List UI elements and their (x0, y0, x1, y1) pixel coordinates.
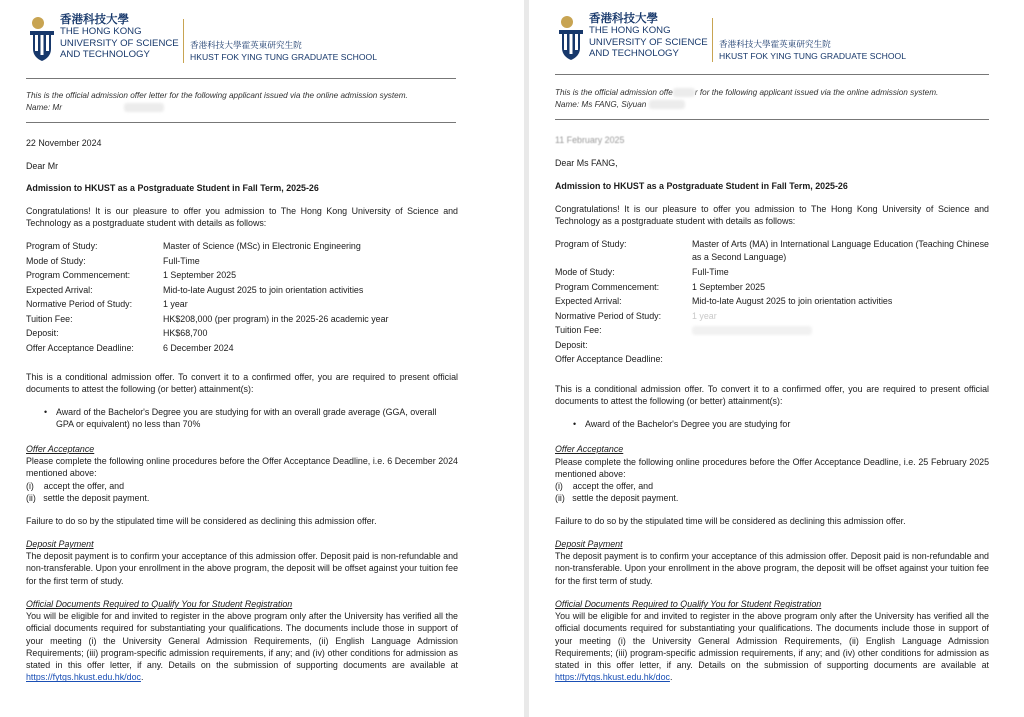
detail-row (26, 341, 458, 356)
detail-row (555, 280, 989, 295)
condition-text: Award of the Bachelor's Degree you are studying for with an overall grade average (GGA, overall GPA or equivalent) no less than 70% (56, 407, 437, 430)
detail-value: 1 September 2025 (692, 281, 766, 292)
redacted-name (124, 103, 164, 112)
university-name-line2: UNIVERSITY OF SCIENCE (60, 37, 179, 49)
note-rule (26, 122, 456, 123)
acceptance-text: Please complete the following online procedures before the Offer Acceptance Deadline, i.e. 25 February 2025 mentioned above: (555, 457, 989, 480)
university-name-line3: AND TECHNOLOGY (589, 48, 679, 60)
detail-label: Program Commencement: (26, 270, 131, 280)
graduate-school-en: HKUST FOK YING TUNG GRADUATE SCHOOL (719, 51, 907, 61)
deposit-text: The deposit payment is to confirm your acceptance of this admission offer. Deposit paid is non-refundable and non-transferable. Upon your enrollment in the above program, the deposit will be offset against your tuition fee for the first term of study. (26, 551, 459, 586)
university-name-zh: 香港科技大學 (589, 13, 658, 25)
header-rule (26, 78, 456, 79)
graduate-school-zh: 香港科技大學霍英東研究生院 (190, 40, 302, 50)
documents-link[interactable]: https://fytgs.hkust.edu.hk/doc (26, 672, 141, 683)
graduate-school-name (719, 38, 906, 62)
letter-date-text: 11 February 2025 (555, 135, 625, 145)
offer-letter-right (529, 0, 1024, 717)
detail-value: HK$208,000 (per program) in the 2025-26 academic year (163, 313, 389, 324)
university-name-line1: THE HONG KONG (589, 25, 671, 37)
detail-label: Expected Arrival: (26, 284, 93, 295)
documents-title: Official Documents Required to Qualify You for Student Registration (26, 599, 293, 609)
detail-value: Master of Arts (MA) in International Language Education (Teaching Chinese as a Second Language) (692, 239, 989, 262)
documents-link-end: . (140, 672, 144, 683)
documents-text (555, 610, 989, 684)
header-divider (183, 19, 184, 63)
applicant-name: Name: Mr (26, 102, 62, 112)
header-rule (555, 74, 989, 75)
header-divider (712, 18, 713, 62)
documents-text (26, 610, 458, 684)
detail-row (555, 265, 989, 280)
detail-row (555, 294, 989, 309)
salutation: Dear Mr (26, 161, 59, 171)
hkust-crest-icon (28, 15, 56, 63)
detail-row (26, 283, 458, 298)
acceptance-step-2: (ii) settle the deposit payment. (555, 493, 679, 503)
acceptance-step-1: (i) accept the offer, and (26, 481, 125, 491)
failure-notice: Failure to do so by the stipulated time will be considered as declining this admission offer. (555, 516, 906, 526)
university-name (60, 15, 179, 61)
deposit-title: Deposit Payment (26, 539, 94, 549)
official-note (26, 90, 408, 113)
letter-header (28, 15, 428, 75)
detail-label: Tuition Fee: (555, 325, 602, 335)
official-note-text: This is the official admission offer letter for the following applicant issued via the online admission system. (26, 91, 408, 100)
acceptance-step-1: (i) accept the offer, and (555, 481, 654, 491)
official-note (555, 87, 938, 110)
letter-heading: Admission to HKUST as a Postgraduate Student in Fall Term, 2025-26 (555, 181, 848, 191)
official-note-text-a: This is the official admission offe (555, 88, 673, 97)
university-name (589, 14, 708, 60)
deposit-title: Deposit Payment (555, 539, 623, 549)
salutation: Dear Ms FANG, (555, 158, 618, 168)
university-name-zh: 香港科技大學 (60, 14, 129, 26)
detail-row (26, 312, 458, 327)
detail-value: Full-Time (692, 267, 729, 277)
intro-paragraph: Congratulations! It is our pleasure to offer you admission to The Hong Kong University of Science and Technology as a postgraduate student with details as follows: (26, 206, 458, 229)
university-name-line1: THE HONG KONG (60, 26, 142, 38)
university-name-line3: AND TECHNOLOGY (60, 49, 150, 61)
detail-value: Master of Science (MSc) in Electronic Engineering (163, 241, 361, 251)
documents-title: Official Documents Required to Qualify You for Student Registration (555, 599, 822, 609)
redacted-name (649, 100, 685, 109)
detail-row (555, 309, 989, 324)
bullet-dot-icon: • (44, 407, 48, 417)
detail-label: Tuition Fee: (26, 313, 73, 324)
letter-date: 22 November 2024 (26, 138, 102, 148)
documents-body: You will be eligible for and invited to register in the above program only after the University has verified all the official documents required for substantiating your qualifications. The documents include those in support of your meeting (i) the University General Admission Requirements, (ii) English Language Admission Requirements; (iii) program-specific admission requirements, if any; and (iv) other conditions for admission as stated in this offer letter, if any. Details on the submission of supporting documents are available at (26, 611, 458, 671)
detail-value-redacted (692, 323, 989, 338)
detail-value (692, 338, 989, 353)
detail-row (26, 297, 458, 312)
condition-bullet (44, 406, 456, 431)
detail-label: Offer Acceptance Deadline: (555, 354, 663, 364)
detail-value: 1 year (163, 299, 188, 309)
detail-value: HK$68,700 (163, 328, 208, 338)
detail-label: Mode of Study: (555, 267, 615, 277)
condition-text: Award of the Bachelor's Degree you are studying for (585, 419, 791, 429)
detail-row (26, 268, 458, 283)
detail-row (26, 239, 458, 254)
deposit-text: The deposit payment is to confirm your acceptance of this admission offer. Deposit paid is non-refundable and non-transferable. Upon your enrollment in the above program, the deposit will be offset against your tuition fee for the first term of study. (555, 551, 989, 586)
detail-label: Deposit: (26, 328, 59, 338)
intro-paragraph: Congratulations! It is our pleasure to offer you admission to The Hong Kong University of Science and Technology as a postgraduate student with details as follows: (555, 204, 989, 227)
detail-label: Expected Arrival: (555, 296, 622, 306)
official-note-text-b: r for the following applicant issued via the online admission system. (694, 88, 939, 97)
documents-link[interactable]: https://fytgs.hkust.edu.hk/doc (555, 672, 670, 683)
detail-value: 1 year (692, 310, 717, 321)
condition-bullet (573, 418, 987, 430)
detail-row (26, 254, 458, 269)
redacted-value (692, 326, 812, 335)
letter-heading: Admission to HKUST as a Postgraduate Student in Fall Term, 2025-26 (26, 183, 319, 193)
failure-notice: Failure to do so by the stipulated time will be considered as declining this admission offer. (26, 516, 377, 526)
redacted-fragment (673, 88, 695, 97)
documents-link-end: . (669, 672, 673, 683)
acceptance-text: Please complete the following online procedures before the Offer Acceptance Deadline, i.e. 6 December 2024 mentioned above: (26, 456, 458, 479)
bullet-dot-icon: • (573, 419, 577, 429)
acceptance-title: Offer Acceptance (26, 444, 95, 454)
conditional-paragraph: This is a conditional admission offer. To convert it to a confirmed offer, you are required to present official documents to attest the following (or better) attainment(s): (26, 372, 458, 395)
detail-value: Full-Time (163, 255, 200, 266)
details-table (555, 238, 989, 367)
detail-label: Normative Period of Study: (555, 310, 662, 321)
detail-label: Offer Acceptance Deadline: (26, 342, 134, 353)
graduate-school-name (190, 39, 377, 63)
detail-label: Program of Study: (26, 241, 98, 251)
detail-value: Mid-to-late August 2025 to join orientation activities (692, 296, 893, 306)
note-rule (555, 119, 989, 120)
detail-label: Mode of Study: (26, 255, 86, 266)
hkust-crest-icon (557, 14, 585, 62)
detail-label: Program of Study: (555, 239, 627, 249)
letter-date (555, 134, 624, 146)
detail-row (555, 352, 989, 367)
detail-label: Program Commencement: (555, 281, 660, 292)
detail-value: 6 December 2024 (163, 342, 234, 353)
conditional-paragraph: This is a conditional admission offer. To convert it to a confirmed offer, you are required to present official documents to attest the following (or better) attainment(s): (555, 384, 989, 407)
detail-row (555, 338, 989, 353)
detail-value: Mid-to-late August 2025 to join orientation activities (163, 284, 364, 295)
graduate-school-en: HKUST FOK YING TUNG GRADUATE SCHOOL (190, 52, 378, 62)
documents-body: You will be eligible for and invited to register in the above program only after the University has verified all the official documents required for substantiating your qualifications. The documents include those in support of your meeting (i) the University General Admission Requirements, (ii) English Language Admission Requirements; (iii) program-specific admission requirements, if any; and (iv) other conditions for admission as stated in this offer letter, if any. Details on the submission of supporting documents are available at (555, 611, 989, 671)
acceptance-title: Offer Acceptance (555, 444, 624, 454)
detail-label: Deposit: (555, 339, 588, 350)
acceptance-step-2: (ii) settle the deposit payment. (26, 493, 150, 503)
applicant-name: Name: Ms FANG, Siyuan (555, 99, 647, 109)
detail-row (26, 326, 458, 341)
detail-row (555, 323, 989, 338)
detail-row (555, 238, 989, 263)
graduate-school-zh: 香港科技大學霍英東研究生院 (719, 39, 831, 49)
details-table (26, 239, 458, 355)
detail-value: 1 September 2025 (163, 270, 237, 280)
letter-header (557, 14, 957, 74)
university-name-line2: UNIVERSITY OF SCIENCE (589, 36, 708, 48)
detail-label: Normative Period of Study: (26, 299, 133, 309)
detail-value (692, 352, 989, 367)
